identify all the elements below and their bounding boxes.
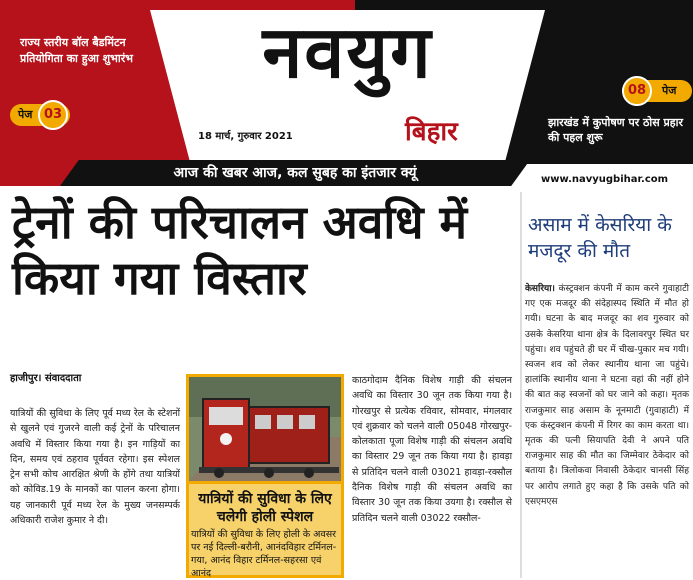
newspaper-edition: बिहार xyxy=(405,117,458,147)
left-teaser-page-number[interactable]: 03 xyxy=(38,100,68,130)
left-teaser-page-label: पेज xyxy=(10,104,70,126)
tagline: आज की खबर आज, कल सुबह का इंतजार क्यूं xyxy=(173,165,417,181)
newspaper-logo[interactable]: नवयुग xyxy=(262,10,433,94)
sidebar-story-body xyxy=(525,282,689,510)
sidebar-body-text: कंस्ट्रक्शन कंपनी में काम करने गुवाहाटी गए एक मजदूर की संदेहास्पद स्थिति में मौत हो गयी। घटना के बाद मजदूर का शव गुरुवार को उसके केसरिया थाना क्षेत्र के दिलावरपुर स्थित घर पहुंचा। शव पहुंचते ही घर में चीख-पुकार मच गयी। स्वजन शव को लेकर स्थानीय थाना जा पहुंचे। हालांकि स्थानीय थाना ने घटना वहां की नहीं होने की बात कह स्वजनों को घर जाने को कहा। मृतक राजकुमार साह असाम के नूनमाटी (गुवाहाटी) में एक कंस्ट्रक्शन कंपनी में रिगर का काम करता था। मृतक की पत्नी सियापति देवी ने अपने पति राजकुमार साह की मौत का जिम्मेवार ठेकेदार को बताया है। त्रिलोकवा निवासी ठेकेदार चानसी सिंह पर आरोप लगाते हुए कहा है कि उसके पति को एसएमएस xyxy=(525,284,689,507)
main-headline[interactable]: ट्रेनों की परिचालन अवधि में किया गया विस्तार xyxy=(12,195,468,305)
column-divider xyxy=(520,192,522,578)
right-teaser-page-label: पेज xyxy=(622,80,692,102)
issue-date: 18 मार्च, गुरुवार 2021 xyxy=(198,131,293,142)
train-image-icon xyxy=(189,377,341,481)
sidebar-dateline: केसरिया। xyxy=(525,284,555,294)
train-photo xyxy=(186,374,344,484)
right-teaser-headline[interactable]: झारखंड में कुपोषण पर ठोस प्रहार की पहल शुरू xyxy=(548,116,683,144)
photo-caption-title[interactable]: यात्रियों की सुविधा के लिए चलेगी होली स्पेशल xyxy=(198,491,332,525)
photo-caption-text: यात्रियों की सुविधा के लिए होली के अवसर पर नई दिल्ली-बरौनी, आनंदविहार टर्मिनल-गया, आनंद विहार टर्मिनल-सहरसा एवं आनंद xyxy=(191,529,337,579)
left-teaser-headline[interactable]: राज्य स्तरीय बॉल बैडमिंटन प्रतियोगिता का हुआ शुभारंभ xyxy=(20,36,133,65)
website-link[interactable]: www.navyugbihar.com xyxy=(541,174,669,185)
story-column-3: काठगोदाम दैनिक विशेष गाड़ी की संचलन अवधि का विस्तार 30 जून तक किया गया है। गोरखपुर से प्रत्येक रविवार, सोमवार, मंगलवार एवं शुक्रवार को चलने वाली 05048 गोरखपुर-कोलकाता पूजा विशेष गाड़ी की संचलन अवधि का विस्तार 29 जून तक किया गया है। हावड़ा से प्रतिदिन चलने वाली 03021 हावड़ा-रक्सौल दैनिक विशेष गाड़ी की संचलन अवधि का विस्तार 30 जून तक किया उयगा है। रक्सौल से प्रतिदिन चलने वाली 03022 रक्सौल- xyxy=(352,375,512,524)
right-teaser-page-number[interactable]: 08 xyxy=(622,76,652,106)
byline: हाजीपुर। संवाददाता xyxy=(10,373,82,384)
sidebar-headline[interactable]: असाम में केसरिया के मजदूर की मौत xyxy=(528,214,672,262)
story-column-1: यात्रियों की सुविधा के लिए पूर्व मध्य रेल के स्टेशनों से खुलने एवं गुजरने वाली कई ट्रेनों के परिचालन अवधि में विस्तार किया गया है। इन गाड़ियों का दिन, समय एवं ठहराव पूर्ववत रहेगा। इस स्पेशल ट्रेन सभी कोच आरक्षित श्रेणी के होंगे तथा यात्रियों को कोविड.19 के मानकों का पालन करना होगा। यह जानकारी पूर्व मध्य रेल के मुख्य जनसम्पर्क अधिकारी राजेश कुमार ने दी। xyxy=(10,408,180,527)
